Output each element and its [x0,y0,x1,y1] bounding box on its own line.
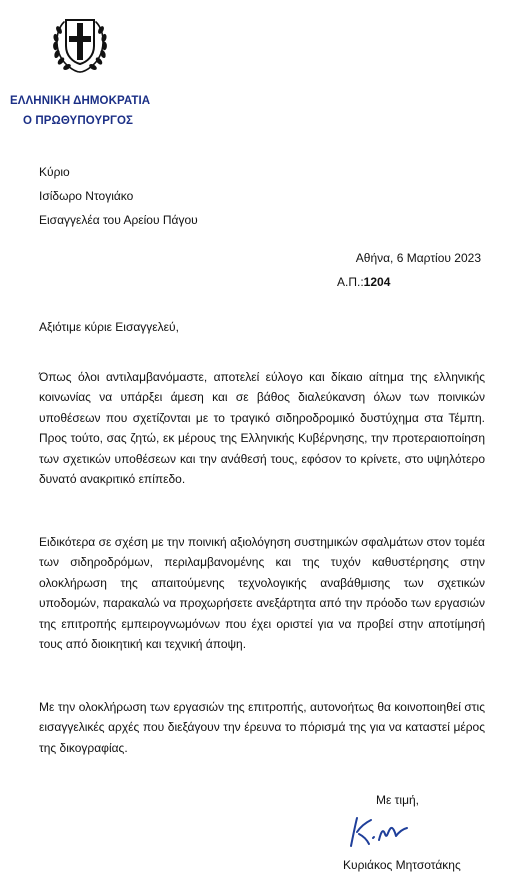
body-paragraph: Ειδικότερα σε σχέση με την ποινική αξιολόγηση συστημικών σφαλμάτων στον τομέα των σιδηροδρόμων, περιλαμβανομένης και της τυχόν καθυστέρησης στην ολοκλήρωση της απαιτούμενης τεχνολογικής αναβάθμισης των σχετικών υποδομών, παρακαλώ να προχωρήσετε ανεξάρτητα από την πρόοδο των εργασιών της επιτροπής εμπειρογνωμόνων που έχει οριστεί για να προβεί στην αποτίμησή τους από διοικητική και τεχνική άποψη. [39,535,485,652]
salutation: Αξιότιμε κύριε Εισαγγελεύ, [39,320,179,334]
protocol-number [337,275,390,289]
closing: Με τιμή, [376,793,420,807]
recipient-position: Εισαγγελέα του Αρείου Πάγου [39,213,198,227]
office-title: Ο ΠΡΩΘΥΠΟΥΡΓΟΣ [23,115,134,127]
greek-coat-of-arms-icon [50,14,110,76]
handwritten-signature [347,812,409,852]
protocol-label: Α.Π.: [337,275,364,289]
signer-name: Κυριάκος Μητσοτάκης [343,858,461,872]
recipient-title: Κύριο [39,165,70,179]
place-date: Αθήνα, 6 Μαρτίου 2023 [355,251,481,265]
body-paragraph: Όπως όλοι αντιλαμβανόμαστε, αποτελεί εύλογο και δίκαιο αίτημα της ελληνικής κοινωνίας να υπάρξει άμεση και σε βάθος διαλεύκανση όλων των ποινικών υποθέσεων που σχετίζονται με το τραγικό σιδηροδρομικό δυστύχημα στα Τέμπη. Προς τούτο, σας ζητώ, εκ μέρους της Ελληνικής Κυβέρνησης, την προτεραιοποίηση των σχετικών υποθέσεων και την ανάθεσή τους, εφόσον το κρίνετε, στο υψηλότερο δυνατό ανακριτικό επίπεδο. [39,370,485,487]
government-name: ΕΛΛΗΝΙΚΗ ΔΗΜΟΚΡΑΤΙΑ [10,95,151,107]
protocol-value: 1204 [363,275,391,289]
recipient-name: Ισίδωρο Ντογιάκο [39,189,134,203]
body-paragraph: Με την ολοκλήρωση των εργασιών της επιτροπής, αυτονοήτως θα κοινοποιηθεί στις εισαγγελικές αρχές που διεξάγουν την έρευνα το πόρισμά της για να καταστεί μέρος της δικογραφίας. [39,700,485,755]
